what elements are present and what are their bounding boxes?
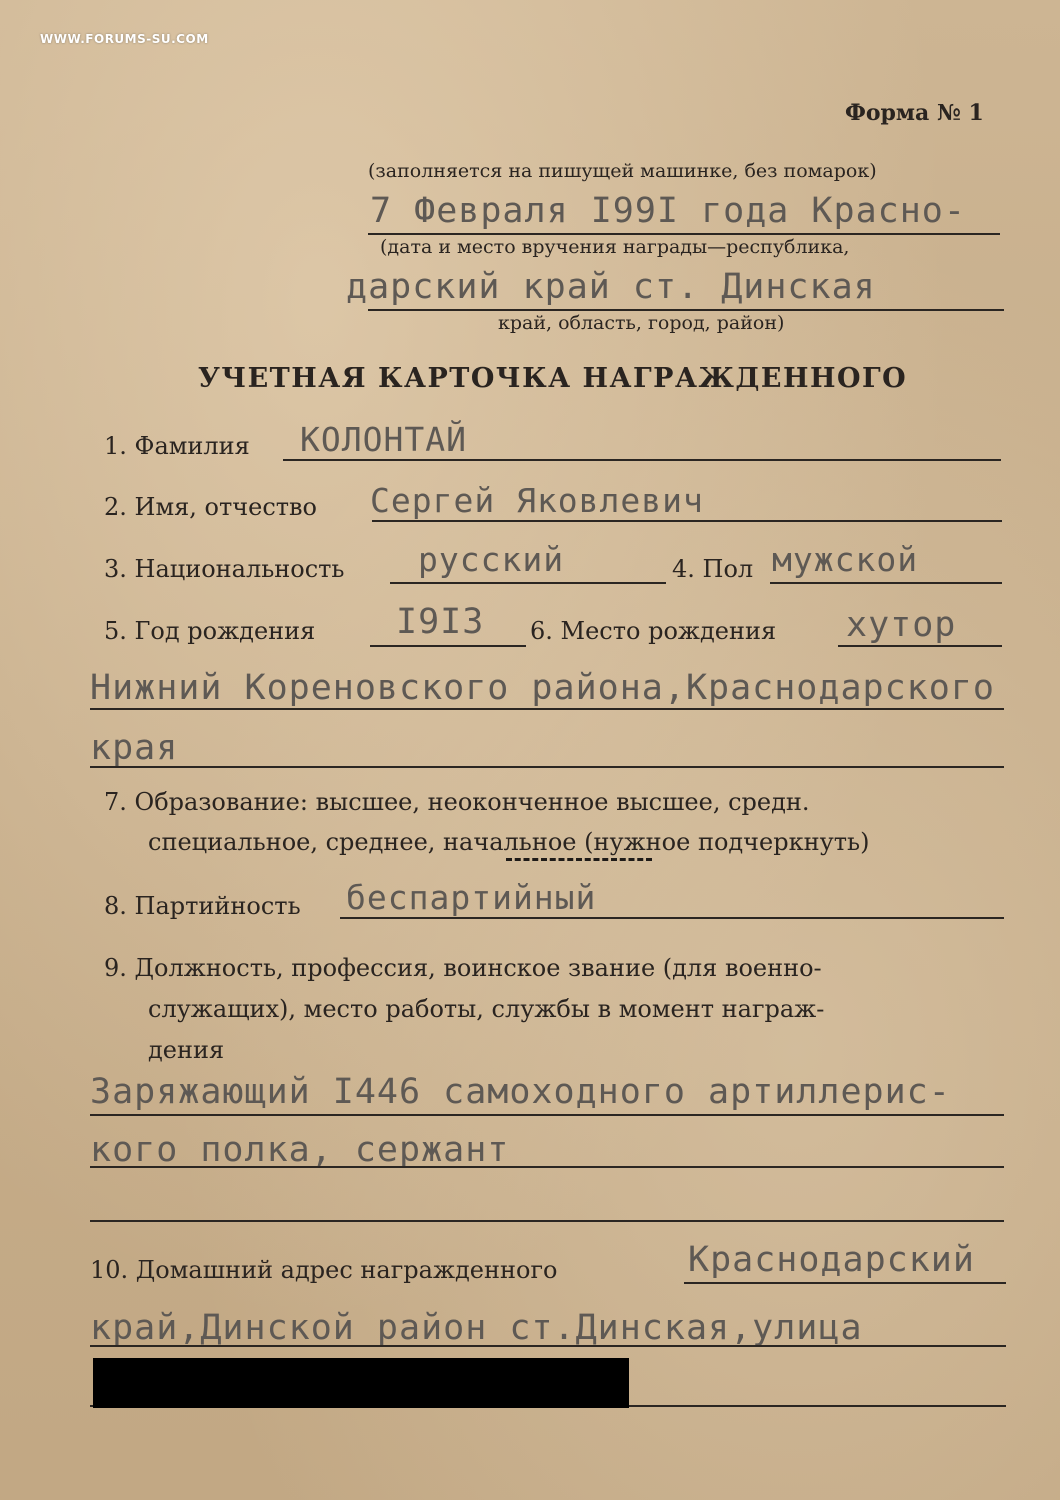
form-number: Форма № 1 [845, 100, 984, 126]
birth-place-value-1: хутор [846, 605, 957, 645]
position-label-2: служащих), место работы, службы в момент награж- [148, 995, 825, 1023]
card-title: УЧЕТНАЯ КАРТОЧКА НАГРАЖДЕННОГО [198, 363, 908, 394]
nationality-value: русский [418, 540, 565, 579]
party-line [340, 917, 1004, 919]
award-date-caption: (дата и место вручения награды—республика, [380, 236, 850, 258]
sex-line [770, 582, 1002, 584]
nationality-line [390, 582, 666, 584]
address-line-1 [684, 1282, 1006, 1284]
position-line-1 [90, 1114, 1004, 1116]
nationality-label: 3. Национальность [104, 555, 345, 583]
address-label: 10. Домашний адрес награжденного [90, 1256, 558, 1284]
award-date-value: 7 Февраля I99I года Красно- [370, 191, 966, 231]
birth-place-line-2 [90, 708, 1004, 710]
watermark: WWW.FORUMS-SU.COM [40, 32, 209, 46]
party-value: беспартийный [346, 878, 597, 917]
sex-label: 4. Пол [672, 555, 754, 583]
birth-year-label: 5. Год рождения [104, 617, 316, 645]
birth-place-value-3: края [90, 728, 179, 768]
birth-year-value: I9I3 [396, 602, 485, 642]
education-label-2: специальное, среднее, начальное (нужное подчеркнуть) [148, 828, 870, 856]
position-label-1: 9. Должность, профессия, воинское звание (для военно- [104, 954, 822, 982]
address-line-2 [90, 1345, 1006, 1347]
award-place-caption: край, область, город, район) [498, 312, 785, 334]
address-value-1: Краснодарский [688, 1240, 975, 1280]
position-line-3 [90, 1220, 1004, 1222]
surname-value: КОЛОНТАЙ [300, 420, 467, 459]
fill-instruction: (заполняется на пишущей машинке, без помарок) [368, 160, 877, 182]
redaction-bar [93, 1358, 629, 1408]
name-value: Сергей Яковлевич [370, 481, 704, 520]
position-line-2 [90, 1166, 1004, 1168]
award-date-line [368, 233, 1000, 235]
surname-line [283, 459, 1001, 461]
birth-year-line [370, 645, 526, 647]
address-value-2: край,Динской район ст.Динская,улица [90, 1308, 863, 1348]
name-label: 2. Имя, отчество [104, 493, 317, 521]
education-label-1: 7. Образование: высшее, неоконченное высшее, средн. [104, 788, 810, 816]
award-place-line [368, 309, 1004, 311]
surname-label: 1. Фамилия [104, 432, 250, 460]
birth-place-value-2: Нижний Кореновского района,Краснодарского [90, 668, 995, 708]
name-line [372, 520, 1002, 522]
birth-place-line-3 [90, 766, 1004, 768]
birth-place-label: 6. Место рождения [530, 617, 777, 645]
position-value-1: Заряжающий I446 самоходного артиллерис- [90, 1072, 951, 1112]
education-underline [506, 858, 652, 861]
award-place-value: дарский край ст. Динская [346, 267, 876, 307]
party-label: 8. Партийность [104, 892, 301, 920]
position-label-3: дения [148, 1036, 225, 1064]
position-value-2: кого полка, сержант [90, 1130, 510, 1170]
birth-place-line-1 [838, 645, 1002, 647]
sex-value: мужской [772, 540, 919, 579]
